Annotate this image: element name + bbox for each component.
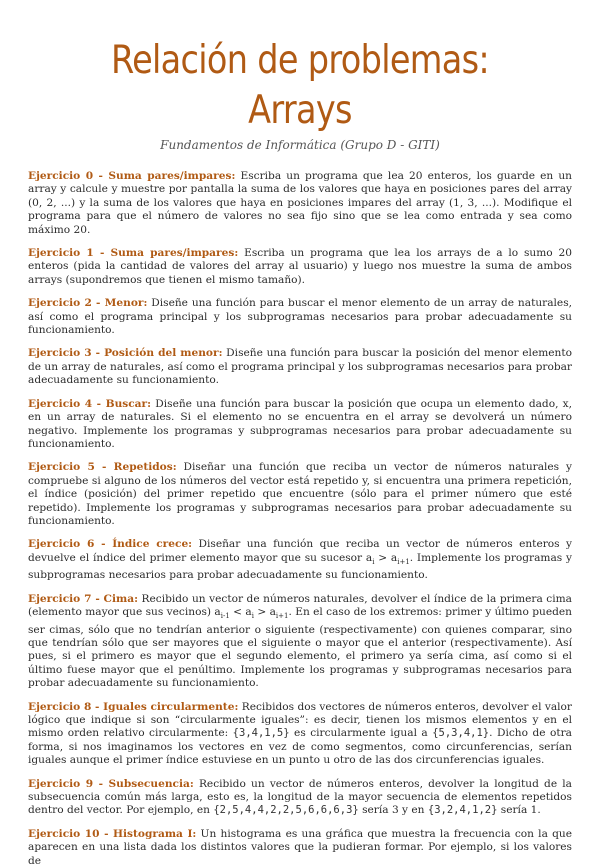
- exercise-text: . Implemente los programas y subprogramas necesarios para probar adecuadamente su funcionamiento.: [28, 551, 572, 582]
- exercise-title: Ejercicio 1 - Suma pares/impares:: [28, 247, 239, 260]
- exercise-text: . En el caso de los extremos: primer y último pueden ser cimas, sólo que no tendrían anterior o siguiente (respectivamente) con quienes comparar, sino que tendrían sólo que ser mayores que el siguiente o mayor que el anterior (respectivamente). Así pues, si el primero es mayor que el segundo elemento, el primero ya sería cima, así como si el último fuese mayor que el penúltimo. Implemente los programas y subprogramas necesarios para probar adecuadamente su funcionamiento.: [28, 606, 572, 690]
- code-example: {5,3,4,1}: [432, 727, 490, 740]
- subscript: i: [251, 612, 254, 621]
- exercise-text: Escriba un programa que lea los arrays de a lo sumo 20 enteros (pida la cantidad de valores del array al usuario) y luego nos muestre la suma de ambos arrays (supondremos que tienen el mismo tamaño).: [28, 247, 572, 286]
- exercise-9: [28, 778, 572, 818]
- code-example: {2,5,4,4,2,2,5,6,6,6,3}: [213, 804, 359, 817]
- exercise-2: [28, 297, 572, 337]
- exercise-title: Ejercicio 8 - Iguales circularmente:: [28, 700, 239, 713]
- exercise-title: Ejercicio 6 - Índice crece:: [28, 538, 193, 551]
- exercise-text: < a: [229, 606, 252, 619]
- exercise-1: [28, 247, 572, 287]
- document-title: Relación de problemas: Arrays: [110, 38, 490, 133]
- exercise-0: [28, 170, 572, 237]
- exercise-text: Diseñe una función para buscar la posición del menor elemento de un array de naturales, así como el programa principal y los subprogramas necesarios para probar adecuadamente su funcionamiento.: [28, 347, 572, 387]
- exercise-text: . Dicho de otra forma, si nos imaginamos los vectores en vez de como segmentos, como circunferencias, serían iguales aunque el primer índice estuviese en un punto u otro de las dos circunferencias iguales.: [28, 727, 572, 767]
- exercise-title: Ejercicio 4 - Buscar:: [28, 397, 152, 410]
- exercise-title: Ejercicio 5 - Repetidos:: [28, 461, 177, 474]
- exercise-text: Escriba un programa que lea 20 enteros, los guarde en un array y calcule y muestre por pantalla la suma de los valores que haya en posiciones pares del array (0, 2, ...) y la suma de los valores que haya en posiciones impares del array (1, 3, ...). Modifique el programa para que el número de valores no sea fijo sino que se lea como entrada y sea como máximo 20.: [28, 170, 572, 236]
- exercise-text: Diseñar una función que reciba un vector de números enteros y devuelve el índice del primer elemento mayor que su sucesor a: [28, 538, 572, 564]
- exercise-7: [28, 593, 572, 691]
- exercise-5: [28, 461, 572, 528]
- exercise-text: Recibido un vector de números enteros, devolver la longitud de la subsecuencia común más larga, esto es, la longitud de la mayor secuencia de elementos repetidos dentro del vector. Por ejemplo, en: [28, 777, 572, 817]
- code-example: {3,2,4,1,2}: [427, 804, 498, 817]
- exercise-title: Ejercicio 0 - Suma pares/impares:: [28, 170, 236, 182]
- exercise-text: es circularmente igual a: [289, 727, 433, 740]
- exercise-text: Diseñar una función que reciba un vector de números naturales y compruebe si alguno de los números del vector está repetido y, si encuentra una primera repetición, el índice (posición) del primer repetido que encuentre (sólo para el primer número que esté repetido). Implemente los programas y subprogramas necesarios para probar adecuadamente su funcionamiento.: [28, 461, 572, 527]
- exercise-8: [28, 701, 572, 768]
- exercise-text: Diseñe una función para buscar el menor elemento de un array de naturales, así como el programa principal y los subprogramas necesarios para probar adecuadamente su funcionamiento.: [28, 297, 572, 337]
- exercise-text: Recibidos dos vectores de números enteros, devolver el valor lógico que indique si son “circularmente iguales”: es decir, tienen los mismos elementos y en el mismo orden relativo circularmente:: [28, 700, 572, 740]
- exercise-title: Ejercicio 3 - Posición del menor:: [28, 347, 223, 360]
- subscript: i+1: [397, 557, 410, 566]
- exercise-text: > a: [253, 606, 276, 619]
- exercise-title: Ejercicio 2 - Menor:: [28, 297, 148, 310]
- subscript: i+1: [275, 612, 289, 621]
- exercise-title: Ejercicio 7 - Cima:: [28, 592, 139, 605]
- exercise-text: sería 3 y en: [358, 804, 428, 817]
- exercise-text: Recibido un vector de números naturales, devolver el índice de la primera cima (elemento mayor que sus vecinos) a: [28, 592, 572, 619]
- subscript: i: [372, 557, 375, 566]
- exercise-4: [28, 398, 572, 452]
- subscript: i-1: [220, 612, 230, 621]
- code-example: {3,4,1,5}: [232, 727, 290, 740]
- document-subtitle: Fundamentos de Informática (Grupo D - GITI): [160, 138, 440, 152]
- exercise-3: [28, 347, 572, 387]
- exercise-title: Ejercicio 9 - Subsecuencia:: [28, 777, 194, 790]
- exercise-title: Ejercicio 10 - Histograma I:: [28, 827, 197, 840]
- exercise-text: Un histograma es una gráfica que muestra la frecuencia con la que aparecen en una lista dada los distintos valores que la pudieran formar. Por ejemplo, si los valores de: [28, 827, 572, 867]
- exercise-6: [28, 538, 572, 582]
- exercise-text: sería 1.: [497, 804, 541, 817]
- exercise-text: > a: [374, 551, 398, 564]
- exercise-text: Diseñe una función para buscar la posición que ocupa un elemento dado, x, en un array de naturales. Si el elemento no se encuentra en el array se devolverá un número negativo. Implemente los programas y subprogramas necesarios para probar adecuadamente su funcionamiento.: [28, 397, 572, 450]
